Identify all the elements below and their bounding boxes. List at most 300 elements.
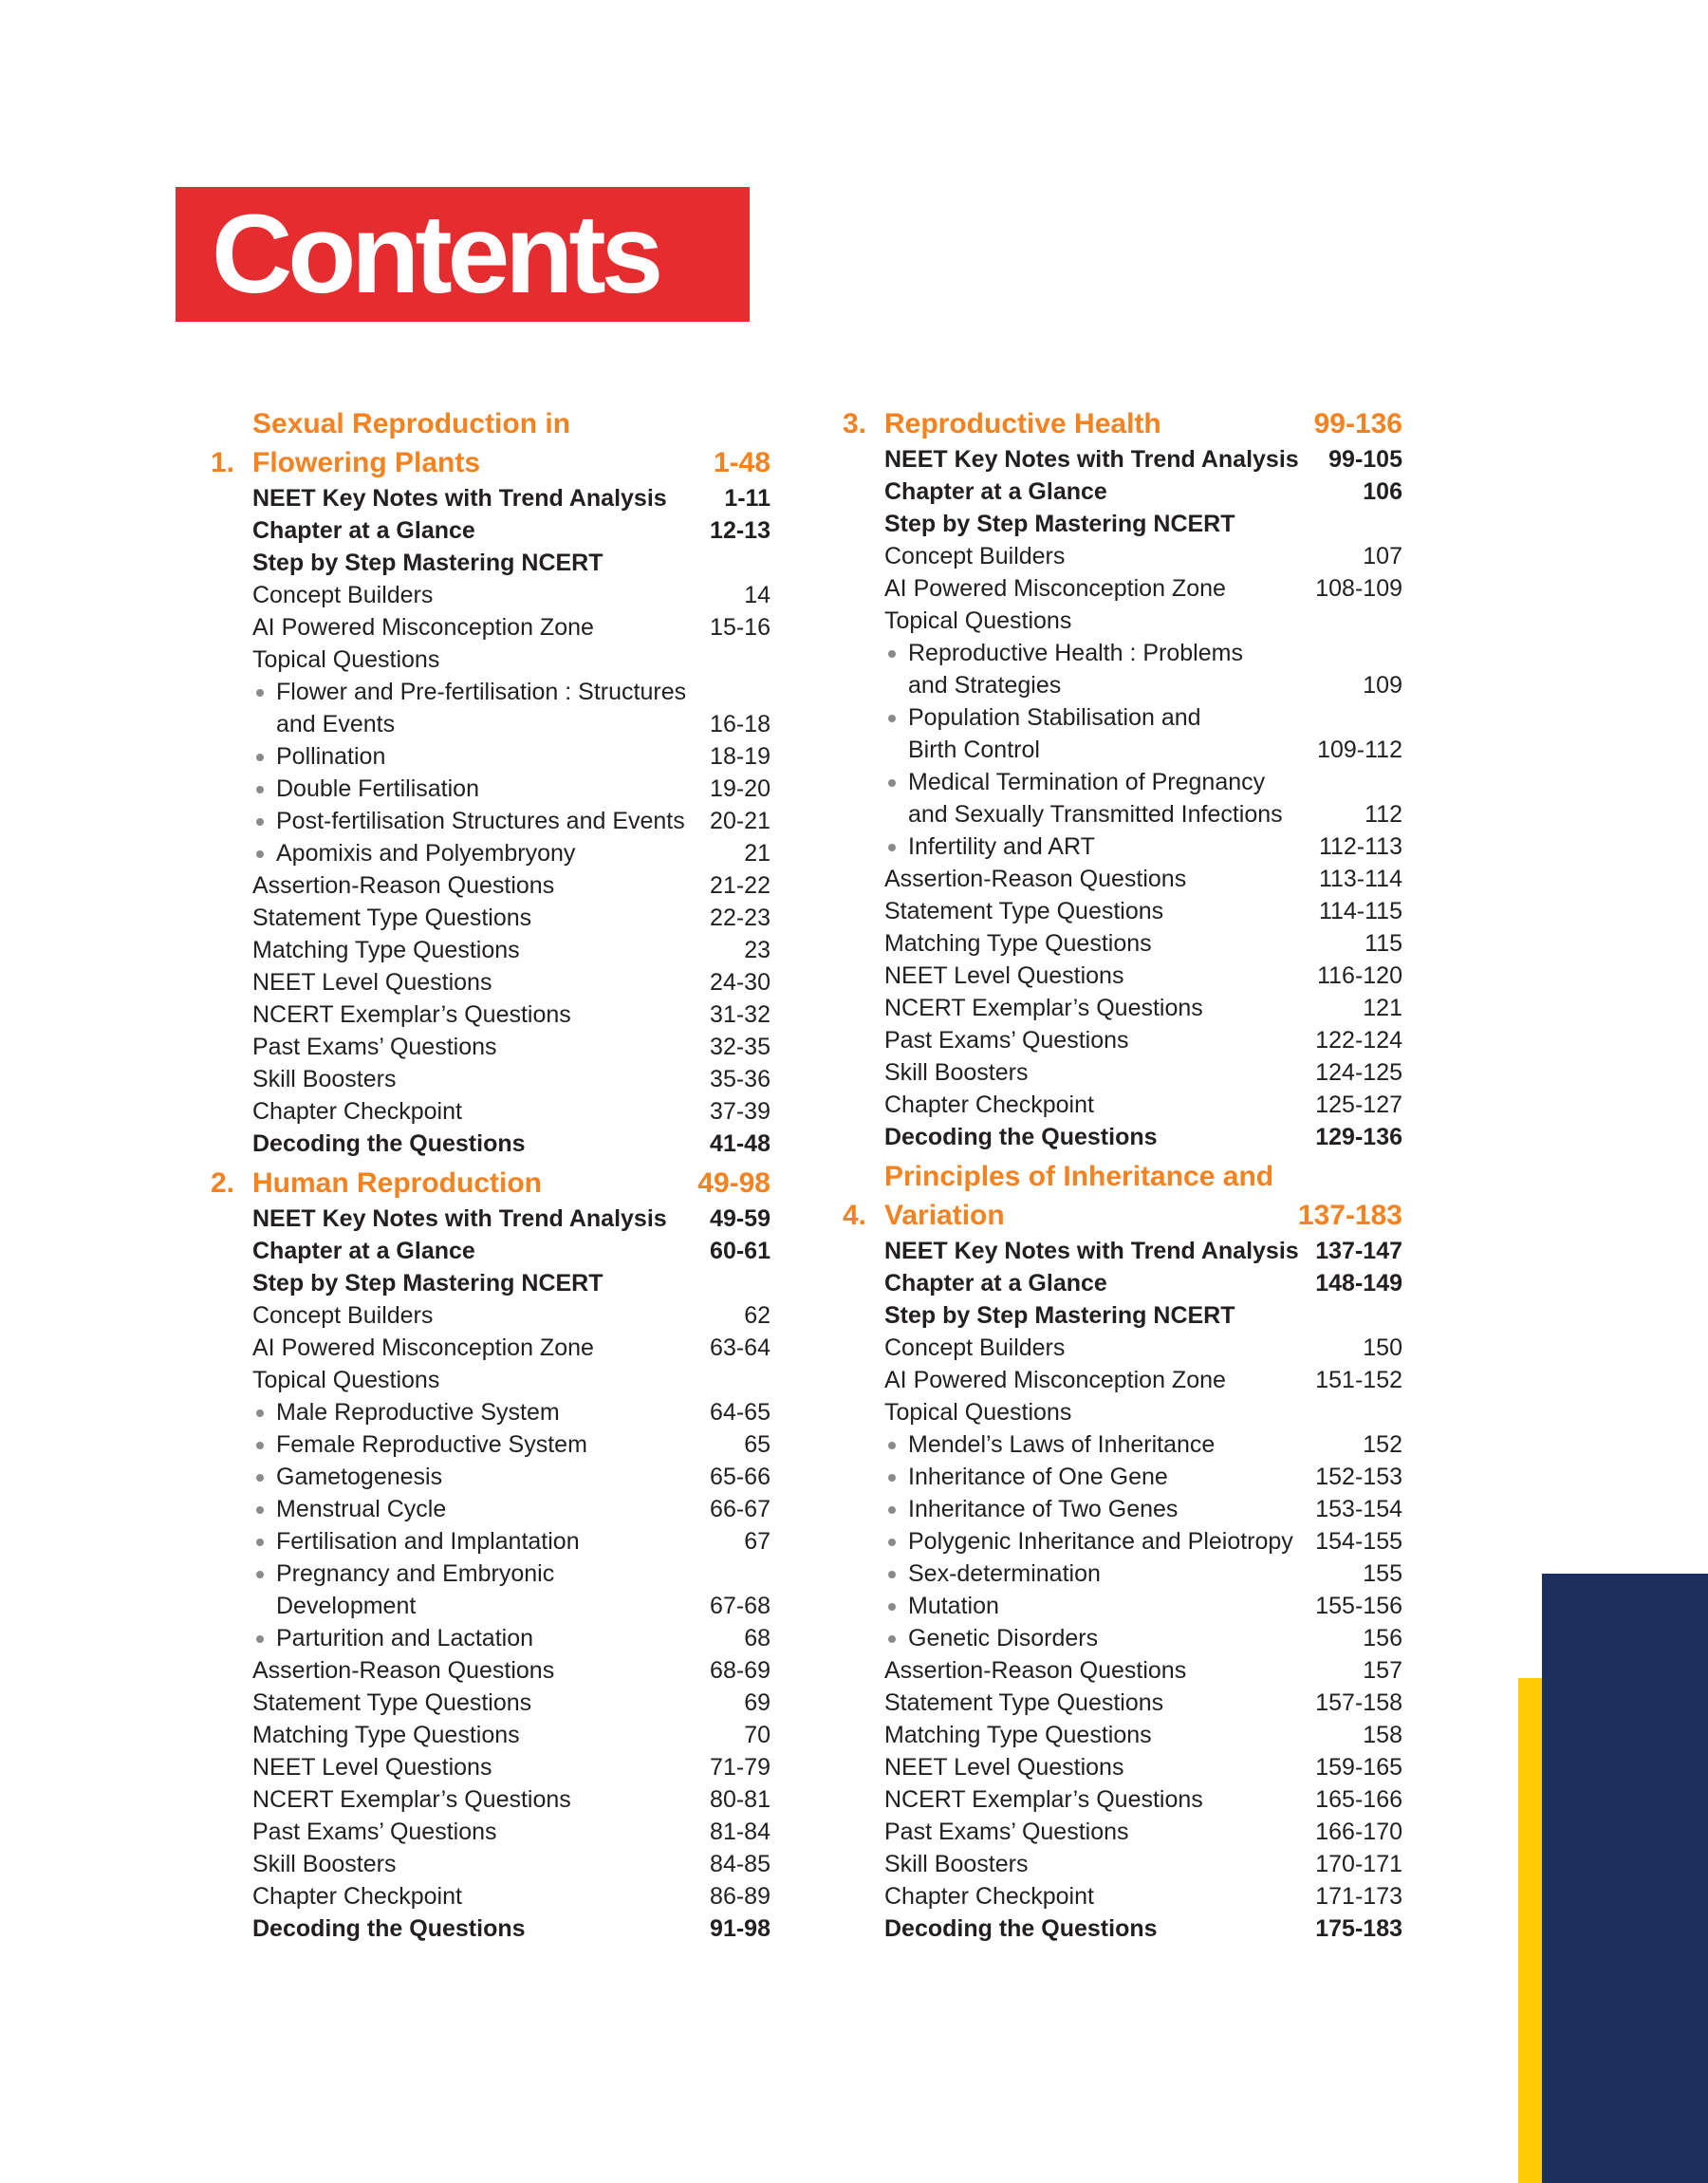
- entry-label: [252, 1912, 710, 1945]
- toc-entry[interactable]: [252, 1719, 770, 1751]
- entry-label-line: Statement Type Questions: [252, 905, 532, 931]
- entry-page-number: 66-67: [710, 1496, 770, 1522]
- entry-label: [884, 540, 1363, 572]
- entry-page-number: 14: [744, 582, 770, 608]
- toc-entry[interactable]: [252, 1783, 770, 1816]
- entry-label: [884, 1121, 1315, 1153]
- entry-page-number: 159-165: [1315, 1754, 1402, 1781]
- entry-label-line: NEET Level Questions: [884, 962, 1124, 989]
- entry-page-number: 115: [1365, 930, 1402, 957]
- entry-label: [884, 572, 1315, 605]
- chapter-title: [884, 404, 1314, 443]
- entry-page-number: 122-124: [1315, 1027, 1402, 1054]
- entry-label: [252, 1364, 770, 1396]
- entry-label-line: Development: [276, 1593, 417, 1619]
- entry-label-line: Decoding the Questions: [252, 1130, 526, 1157]
- chapter-number: 1.: [211, 447, 235, 478]
- entry-label: [252, 1095, 710, 1128]
- entry-page-number: 153-154: [1315, 1496, 1402, 1522]
- entry-label: [252, 902, 710, 934]
- entry-label: [252, 1654, 710, 1687]
- entry-label: [884, 992, 1363, 1024]
- topic-entry[interactable]: [252, 805, 770, 837]
- entry-label-line: Post-fertilisation Structures and Events: [276, 808, 685, 834]
- chapter-entry-list: [884, 1235, 1402, 1945]
- entry-page-number: 71-79: [710, 1754, 770, 1781]
- chapter-title-line: Reproductive Health: [884, 408, 1161, 439]
- chapter-heading[interactable]: [211, 1164, 770, 1203]
- entry-page-number: 60-61: [710, 1238, 770, 1264]
- toc-entry[interactable]: [884, 1235, 1402, 1267]
- entry-label-line: Skill Boosters: [252, 1066, 397, 1092]
- entry-label-line: NCERT Exemplar’s Questions: [884, 1786, 1203, 1813]
- entry-label: [252, 1428, 744, 1461]
- toc-entry[interactable]: [884, 1912, 1402, 1945]
- toc-entry[interactable]: [252, 1654, 770, 1687]
- entry-label-line: Concept Builders: [884, 543, 1066, 569]
- entry-label: [252, 966, 710, 998]
- topic-entry[interactable]: [884, 1428, 1402, 1461]
- toc-entry[interactable]: [252, 1332, 770, 1364]
- entry-label: [252, 1063, 710, 1095]
- toc-entry[interactable]: [884, 476, 1402, 508]
- entry-label-line: Fertilisation and Implantation: [276, 1528, 580, 1555]
- toc-entry[interactable]: [252, 1912, 770, 1945]
- entry-label: [884, 1751, 1315, 1783]
- entry-page-number: 112: [1365, 801, 1402, 828]
- entry-label-line: Inheritance of One Gene: [908, 1464, 1168, 1490]
- chapter-title-line: Principles of Inheritance and: [884, 1161, 1274, 1192]
- entry-label: [884, 1558, 1363, 1590]
- topic-entry[interactable]: [884, 701, 1402, 766]
- entry-label-line: Statement Type Questions: [252, 1689, 532, 1716]
- entry-label: [884, 1880, 1315, 1912]
- entry-page-number: 165-166: [1315, 1786, 1402, 1813]
- toc-entry[interactable]: [252, 1128, 770, 1160]
- entry-page-number: 37-39: [710, 1098, 770, 1125]
- chapter-section: [843, 1157, 1402, 1945]
- entry-label: [884, 476, 1363, 508]
- entry-label-line: Reproductive Health : Problems: [908, 640, 1243, 666]
- toc-entry[interactable]: [252, 1364, 770, 1396]
- entry-label-line: Parturition and Lactation: [276, 1625, 534, 1651]
- toc-entry[interactable]: [884, 1880, 1402, 1912]
- entry-label-line: Matching Type Questions: [252, 937, 520, 963]
- entry-label-line: and Strategies: [908, 672, 1062, 699]
- topic-entry[interactable]: [252, 1428, 770, 1461]
- entry-label: [884, 1525, 1315, 1558]
- toc-entry[interactable]: [252, 1848, 770, 1880]
- toc-entry[interactable]: [884, 443, 1402, 476]
- toc-entry[interactable]: [252, 869, 770, 902]
- entry-page-number: 91-98: [710, 1915, 770, 1942]
- topic-entry[interactable]: [252, 1558, 770, 1622]
- entry-page-number: 21-22: [710, 872, 770, 899]
- toc-entry[interactable]: [884, 1024, 1402, 1056]
- entry-label-line: Mendel’s Laws of Inheritance: [908, 1431, 1216, 1458]
- entry-label: [252, 1267, 770, 1299]
- entry-page-number: 129-136: [1315, 1124, 1402, 1150]
- toc-column-left: [211, 404, 770, 1949]
- toc-entry[interactable]: [884, 1089, 1402, 1121]
- topic-entry[interactable]: [884, 830, 1402, 863]
- entry-page-number: 107: [1363, 543, 1402, 569]
- chapter-title-line: Sexual Reproduction in: [252, 408, 571, 439]
- entry-page-number: 166-170: [1315, 1819, 1402, 1845]
- toc-entry[interactable]: [884, 605, 1402, 637]
- chapter-page-range: 49-98: [697, 1167, 770, 1199]
- toc-entry[interactable]: [884, 1056, 1402, 1089]
- entry-label: [884, 1719, 1363, 1751]
- entry-label-line: Assertion-Reason Questions: [884, 866, 1187, 892]
- toc-entry[interactable]: [252, 902, 770, 934]
- entry-label-line: Skill Boosters: [884, 1059, 1029, 1086]
- entry-label-line: Apomixis and Polyembryony: [276, 840, 576, 867]
- entry-label: [884, 1024, 1315, 1056]
- toc-entry[interactable]: [884, 1267, 1402, 1299]
- toc-entry[interactable]: [252, 579, 770, 611]
- entry-page-number: 121: [1363, 995, 1402, 1021]
- entry-label-line: Skill Boosters: [884, 1851, 1029, 1877]
- toc-entry[interactable]: [252, 1687, 770, 1719]
- entry-label-line: Concept Builders: [884, 1334, 1066, 1361]
- entry-page-number: 65: [744, 1431, 770, 1458]
- toc-entry[interactable]: [252, 1880, 770, 1912]
- entry-page-number: 113-114: [1318, 866, 1402, 892]
- chapter-heading[interactable]: [211, 404, 770, 482]
- entry-label: [252, 773, 710, 805]
- entry-label-line: Assertion-Reason Questions: [884, 1657, 1187, 1684]
- toc-entry[interactable]: [884, 927, 1402, 960]
- entry-label: [884, 927, 1365, 960]
- topic-entry[interactable]: [884, 766, 1402, 830]
- entry-label-line: Topical Questions: [252, 1367, 440, 1393]
- entry-label-line: Infertility and ART: [908, 833, 1095, 860]
- entry-label-line: Inheritance of Two Genes: [908, 1496, 1179, 1522]
- entry-label: [252, 1751, 710, 1783]
- topic-entry[interactable]: [252, 773, 770, 805]
- entry-page-number: 70: [744, 1722, 770, 1748]
- entry-page-number: 49-59: [710, 1205, 770, 1232]
- entry-label-line: Medical Termination of Pregnancy: [908, 769, 1266, 795]
- toc-entry[interactable]: [252, 1031, 770, 1063]
- topic-entry[interactable]: [884, 1590, 1402, 1622]
- entry-page-number: 154-155: [1315, 1528, 1402, 1555]
- chapter-page-range: 137-183: [1297, 1200, 1402, 1231]
- entry-label: [884, 1056, 1315, 1089]
- chapter-heading[interactable]: [843, 1157, 1402, 1235]
- toc-entry[interactable]: [884, 960, 1402, 992]
- toc-entry[interactable]: [884, 1848, 1402, 1880]
- entry-label-line: Birth Control: [908, 737, 1040, 763]
- entry-page-number: 152-153: [1315, 1464, 1402, 1490]
- entry-label: [252, 1493, 710, 1525]
- decorative-navy-block: [1542, 1574, 1708, 2183]
- entry-page-number: 1-11: [724, 485, 770, 512]
- entry-label: [884, 1912, 1315, 1945]
- entry-label-line: Matching Type Questions: [884, 930, 1152, 957]
- toc-entry[interactable]: [252, 514, 770, 547]
- topic-entry[interactable]: [252, 1396, 770, 1428]
- entry-label: [252, 1848, 710, 1880]
- entry-page-number: 67-68: [710, 1593, 770, 1619]
- toc-entry[interactable]: [252, 1095, 770, 1128]
- entry-label: [884, 895, 1319, 927]
- entry-label: [252, 1396, 710, 1428]
- entry-label-line: NEET Key Notes with Trend Analysis: [252, 485, 667, 512]
- entry-label: [252, 740, 710, 773]
- chapter-number: 2.: [211, 1167, 235, 1199]
- entry-page-number: 15-16: [710, 614, 770, 641]
- entry-page-number: 157-158: [1315, 1689, 1402, 1716]
- entry-label-line: Matching Type Questions: [252, 1722, 520, 1748]
- toc-entry[interactable]: [252, 1063, 770, 1095]
- topic-entry[interactable]: [252, 1525, 770, 1558]
- entry-label-line: AI Powered Misconception Zone: [252, 1334, 594, 1361]
- entry-label-line: Decoding the Questions: [884, 1915, 1158, 1942]
- decorative-yellow-strip: [1518, 1678, 1542, 2183]
- entry-label-line: Step by Step Mastering NCERT: [884, 511, 1235, 537]
- topic-entry[interactable]: [252, 837, 770, 869]
- toc-entry[interactable]: [884, 1364, 1402, 1396]
- chapter-title: [884, 1157, 1298, 1235]
- entry-page-number: 125-127: [1315, 1092, 1402, 1118]
- toc-entry[interactable]: [252, 1751, 770, 1783]
- chapter-number: 4.: [843, 1200, 867, 1231]
- toc-entry[interactable]: [884, 992, 1402, 1024]
- topic-entry[interactable]: [884, 1525, 1402, 1558]
- entry-label: [252, 1622, 744, 1654]
- entry-label: [252, 869, 710, 902]
- entry-label-line: AI Powered Misconception Zone: [884, 575, 1226, 602]
- chapter-heading[interactable]: [843, 404, 1402, 443]
- entry-page-number: 32-35: [710, 1034, 770, 1060]
- entry-label: [884, 1428, 1363, 1461]
- topic-entry[interactable]: [884, 637, 1402, 701]
- toc-entry[interactable]: [252, 966, 770, 998]
- entry-label: [252, 1235, 710, 1267]
- entry-label-line: Chapter Checkpoint: [884, 1883, 1094, 1910]
- entry-label: [252, 611, 710, 644]
- toc-entry[interactable]: [252, 1203, 770, 1235]
- entry-page-number: 175-183: [1315, 1915, 1402, 1942]
- entry-label: [252, 1299, 744, 1332]
- entry-label-line: NEET Key Notes with Trend Analysis: [884, 1238, 1299, 1264]
- entry-page-number: 124-125: [1315, 1059, 1402, 1086]
- entry-page-number: 114-115: [1318, 898, 1402, 924]
- entry-label-line: Past Exams’ Questions: [252, 1819, 497, 1845]
- entry-label: [252, 1783, 710, 1816]
- entry-page-number: 151-152: [1315, 1367, 1402, 1393]
- toc-entry[interactable]: [252, 1267, 770, 1299]
- entry-label: [252, 482, 724, 514]
- entry-page-number: 24-30: [710, 969, 770, 996]
- entry-label-line: Step by Step Mastering NCERT: [252, 550, 603, 576]
- entry-label: [252, 1332, 710, 1364]
- entry-label: [884, 701, 1317, 766]
- toc-entry[interactable]: [884, 508, 1402, 540]
- entry-label-line: Skill Boosters: [252, 1851, 397, 1877]
- entry-label: [252, 1525, 744, 1558]
- entry-label-line: Pollination: [276, 743, 386, 770]
- topic-entry[interactable]: [884, 1558, 1402, 1590]
- entry-page-number: 99-105: [1328, 446, 1402, 473]
- toc-entry[interactable]: [884, 863, 1402, 895]
- toc-entry[interactable]: [884, 1299, 1402, 1332]
- entry-label-line: Flower and Pre-fertilisation : Structures: [276, 679, 687, 705]
- entry-label: [252, 837, 744, 869]
- entry-page-number: 63-64: [710, 1334, 770, 1361]
- toc-entry[interactable]: [884, 1121, 1402, 1153]
- toc-entry[interactable]: [252, 1235, 770, 1267]
- topic-entry[interactable]: [884, 1622, 1402, 1654]
- entry-label: [884, 1687, 1315, 1719]
- toc-entry[interactable]: [252, 998, 770, 1031]
- entry-page-number: 108-109: [1315, 575, 1402, 602]
- entry-label-line: and Events: [276, 711, 396, 737]
- entry-label: [884, 1783, 1315, 1816]
- page-title: Contents: [212, 192, 659, 317]
- entry-page-number: 80-81: [710, 1786, 770, 1813]
- chapter-title: [252, 404, 714, 482]
- toc-entry[interactable]: [884, 572, 1402, 605]
- entry-label: [252, 1558, 710, 1622]
- toc-entry[interactable]: [252, 1299, 770, 1332]
- toc-entry[interactable]: [884, 1332, 1402, 1364]
- entry-page-number: 12-13: [710, 517, 770, 544]
- entry-page-number: 112-113: [1318, 833, 1402, 860]
- entry-label-line: AI Powered Misconception Zone: [884, 1367, 1226, 1393]
- entry-label: [252, 998, 710, 1031]
- topic-entry[interactable]: [884, 1461, 1402, 1493]
- entry-label-line: Matching Type Questions: [884, 1722, 1152, 1748]
- entry-label-line: Polygenic Inheritance and Pleiotropy: [908, 1528, 1293, 1555]
- entry-label: [252, 805, 710, 837]
- entry-label: [884, 766, 1365, 830]
- entry-label-line: Past Exams’ Questions: [884, 1819, 1129, 1845]
- entry-label-line: Chapter Checkpoint: [884, 1092, 1094, 1118]
- entry-label: [884, 1364, 1315, 1396]
- topic-entry[interactable]: [252, 1493, 770, 1525]
- entry-page-number: 21: [744, 840, 770, 867]
- toc-entry[interactable]: [884, 1687, 1402, 1719]
- entry-label: [884, 508, 1402, 540]
- entry-page-number: 157: [1363, 1657, 1402, 1684]
- entry-label: [884, 1848, 1315, 1880]
- entry-label-line: Past Exams’ Questions: [252, 1034, 497, 1060]
- entry-page-number: 148-149: [1315, 1270, 1402, 1297]
- entry-label: [884, 1267, 1315, 1299]
- entry-label-line: NEET Key Notes with Trend Analysis: [884, 446, 1299, 473]
- entry-page-number: 31-32: [710, 1001, 770, 1028]
- entry-label-line: NEET Level Questions: [252, 1754, 492, 1781]
- chapter-entry-list: [252, 1203, 770, 1945]
- entry-label-line: Chapter at a Glance: [252, 1238, 475, 1264]
- entry-page-number: 23: [744, 937, 770, 963]
- toc-entry[interactable]: [884, 895, 1402, 927]
- entry-page-number: 156: [1363, 1625, 1402, 1651]
- entry-label-line: NEET Key Notes with Trend Analysis: [252, 1205, 667, 1232]
- topic-entry[interactable]: [252, 1461, 770, 1493]
- entry-page-number: 116-120: [1317, 962, 1402, 989]
- entry-label-line: Concept Builders: [252, 1302, 434, 1329]
- entry-label-line: Chapter at a Glance: [884, 1270, 1107, 1297]
- topic-entry[interactable]: [252, 1622, 770, 1654]
- entry-page-number: 109-112: [1317, 737, 1402, 763]
- entry-label-line: Gametogenesis: [276, 1464, 443, 1490]
- entry-label-line: NCERT Exemplar’s Questions: [884, 995, 1203, 1021]
- entry-label: [884, 1816, 1315, 1848]
- toc-entry[interactable]: [252, 934, 770, 966]
- entry-page-number: 170-171: [1315, 1851, 1402, 1877]
- entry-label-line: Decoding the Questions: [884, 1124, 1158, 1150]
- entry-label-line: Statement Type Questions: [884, 898, 1164, 924]
- entry-label: [884, 1622, 1363, 1654]
- entry-label-line: Genetic Disorders: [908, 1625, 1099, 1651]
- entry-label-line: NEET Level Questions: [884, 1754, 1124, 1781]
- entry-label: [884, 605, 1402, 637]
- toc-entry[interactable]: [884, 1654, 1402, 1687]
- entry-label-line: NEET Level Questions: [252, 969, 492, 996]
- topic-entry[interactable]: [884, 1493, 1402, 1525]
- toc-entry[interactable]: [884, 1719, 1402, 1751]
- entry-page-number: 19-20: [710, 775, 770, 802]
- entry-page-number: 106: [1363, 478, 1402, 505]
- entry-label-line: Past Exams’ Questions: [884, 1027, 1129, 1054]
- entry-label-line: Step by Step Mastering NCERT: [252, 1270, 603, 1297]
- entry-label-line: Population Stabilisation and: [908, 704, 1201, 731]
- toc-entry[interactable]: [884, 1816, 1402, 1848]
- entry-label-line: Topical Questions: [252, 646, 440, 673]
- toc-entry[interactable]: [884, 1783, 1402, 1816]
- topic-entry[interactable]: [252, 676, 770, 740]
- entry-label-line: and Sexually Transmitted Infections: [908, 801, 1283, 828]
- toc-entry[interactable]: [252, 644, 770, 676]
- entry-label: [252, 644, 770, 676]
- entry-page-number: 68-69: [710, 1657, 770, 1684]
- entry-page-number: 41-48: [710, 1130, 770, 1157]
- toc-entry[interactable]: [884, 1751, 1402, 1783]
- entry-label: [884, 1493, 1315, 1525]
- toc-entry[interactable]: [884, 540, 1402, 572]
- entry-label: [252, 1203, 710, 1235]
- toc-entry[interactable]: [252, 611, 770, 644]
- entry-label: [884, 1654, 1363, 1687]
- entry-label: [252, 1128, 710, 1160]
- toc-entry[interactable]: [884, 1396, 1402, 1428]
- entry-label: [252, 579, 744, 611]
- entry-page-number: 22-23: [710, 905, 770, 931]
- toc-entry[interactable]: [252, 482, 770, 514]
- entry-label-line: NCERT Exemplar’s Questions: [252, 1786, 571, 1813]
- toc-entry[interactable]: [252, 547, 770, 579]
- entry-label: [884, 1461, 1315, 1493]
- toc-column-right: [843, 404, 1402, 1949]
- entry-label-line: Topical Questions: [884, 1399, 1072, 1426]
- entry-page-number: 109: [1363, 672, 1402, 699]
- entry-label-line: Chapter Checkpoint: [252, 1098, 462, 1125]
- toc-entry[interactable]: [252, 1816, 770, 1848]
- entry-page-number: 67: [744, 1528, 770, 1555]
- entry-label: [884, 1299, 1402, 1332]
- entry-page-number: 158: [1363, 1722, 1402, 1748]
- topic-entry[interactable]: [252, 740, 770, 773]
- entry-page-number: 18-19: [710, 743, 770, 770]
- chapter-page-range: 1-48: [713, 447, 770, 478]
- entry-page-number: 35-36: [710, 1066, 770, 1092]
- entry-page-number: 86-89: [710, 1883, 770, 1910]
- chapter-section: [211, 1164, 770, 1945]
